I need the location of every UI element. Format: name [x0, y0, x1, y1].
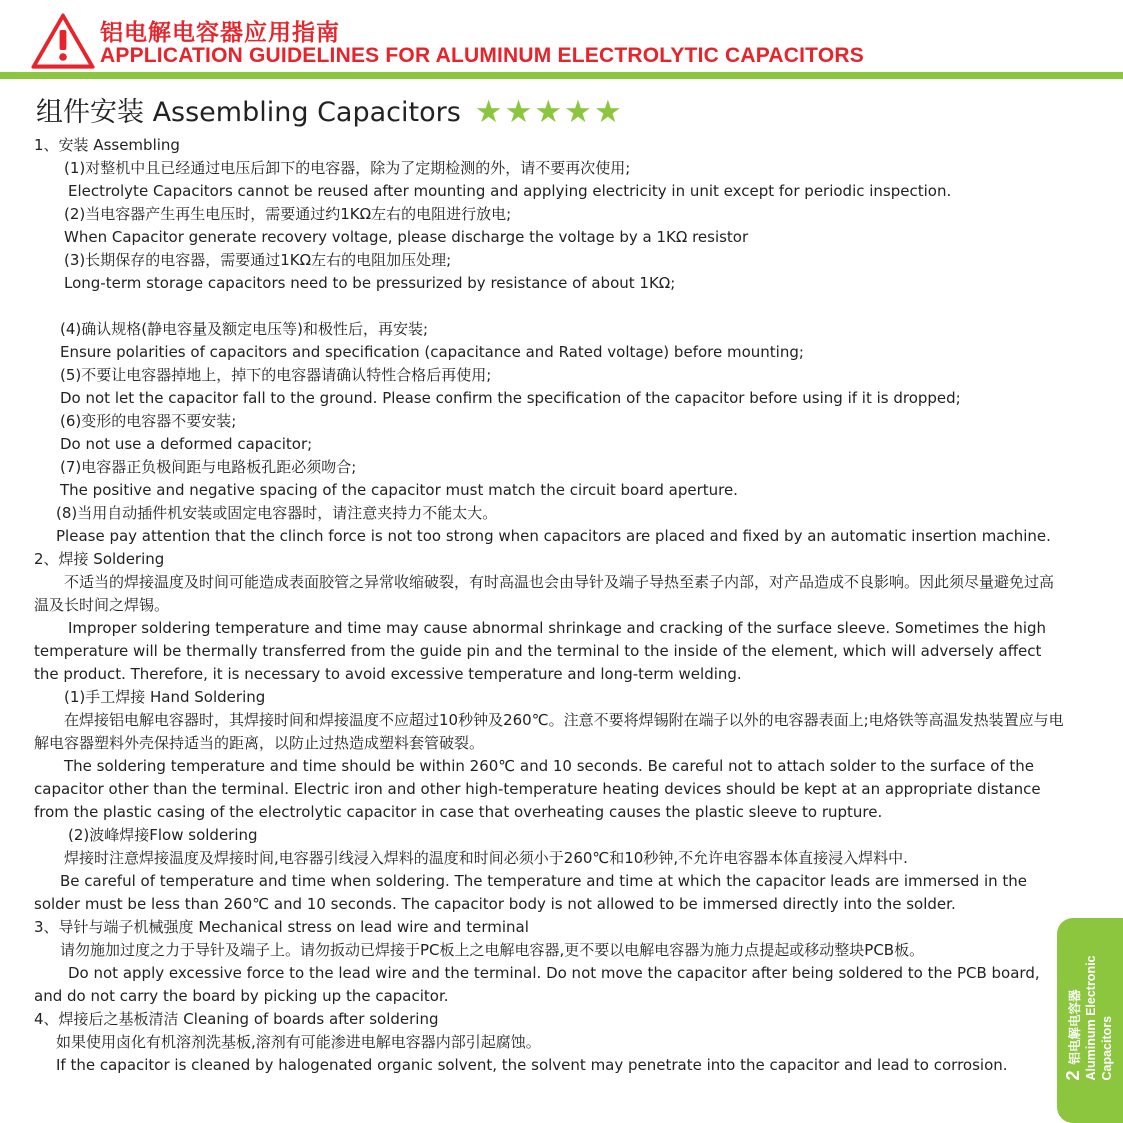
- paragraph: 请勿施加过度之力于导针及端子上。请勿扳动已焊接于PC板上之电解电容器,更不要以电解电容器为施力点提起或移动整块PCB板。: [60, 941, 925, 959]
- paragraph: Improper soldering temperature and time may cause abnormal shrinkage and cracking of the surface sleeve. Sometimes the high temperature will be thermally transferred from the guide pin and the terminal to the inside of the element, which will adversely affect the product. Therefore, it is necessary to avoid excessive temperature and long-term welding.: [34, 619, 1047, 683]
- list-item: Do not use a deformed capacitor;: [60, 435, 313, 453]
- side-tab-label-en-2: Capacitors: [1100, 1015, 1114, 1081]
- subheading-flow-soldering: (2)波峰焊接Flow soldering: [68, 826, 258, 844]
- subheading-hand-soldering: (1)手工焊接 Hand Soldering: [64, 688, 266, 706]
- paragraph: 不适当的焊接温度及时间可能造成表面胶管之异常收缩破裂，有时高温也会由导针及端子导热至素子内部，对产品造成不良影响。因此须尽量避免过高温及长时间之焊锡。: [34, 573, 1055, 614]
- list-item: When Capacitor generate recovery voltage, please discharge the voltage by a 1KΩ resistor: [64, 228, 749, 246]
- heading-mechanical-stress: 3、导针与端子机械强度 Mechanical stress on lead wire and terminal: [34, 918, 529, 936]
- side-tab-label-cn: 铝电解电容器: [1068, 989, 1082, 1065]
- paragraph: Be careful of temperature and time when soldering. The temperature and time at which the capacitor leads are immersed in the solder must be less than 260℃ and 10 seconds. The capacitor body is not allowed to be immersed directly into the solder.: [34, 872, 1028, 913]
- header-title-cn: 铝电解电容器应用指南: [100, 20, 340, 46]
- paragraph: If the capacitor is cleaned by halogenated organic solvent, the solvent may penetrate into the capacitor and lead to corrosion.: [56, 1056, 1008, 1074]
- header-title-en: APPLICATION GUIDELINES FOR ALUMINUM ELECTROLYTIC CAPACITORS: [100, 44, 864, 67]
- paragraph: 焊接时注意焊接温度及焊接时间,电容器引线浸入焊料的温度和时间必须小于260℃和10秒钟,不允许电容器本体直接浸入焊料中.: [64, 849, 908, 867]
- heading-assembling: 1、安装 Assembling: [34, 136, 180, 154]
- list-item: Please pay attention that the clinch force is not too strong when capacitors are placed and fixed by an automatic insertion machine.: [56, 527, 1051, 545]
- rating-stars: ★★★★★: [474, 94, 624, 130]
- heading-cleaning: 4、焊接后之基板清洁 Cleaning of boards after soldering: [34, 1010, 439, 1028]
- list-item: (6)变形的电容器不要安装;: [60, 412, 237, 430]
- list-item: Ensure polarities of capacitors and specification (capacitance and Rated voltage) before mounting;: [60, 343, 804, 361]
- list-item: Long-term storage capacitors need to be pressurized by resistance of about 1KΩ;: [64, 274, 676, 292]
- section-title: [36, 90, 624, 129]
- list-item: (8)当用自动插件机安装或固定电容器时，请注意夹持力不能太大。: [56, 504, 498, 522]
- list-item: Electrolyte Capacitors cannot be reused after mounting and applying electricity in unit except for periodic inspection.: [68, 182, 952, 200]
- list-item: (1)对整机中且已经通过电压后卸下的电容器，除为了定期检测的外，请不要再次使用;: [64, 159, 631, 177]
- list-item: (4)确认规格(静电容量及额定电压等)和极性后，再安装;: [60, 320, 429, 338]
- header-divider: [0, 72, 1123, 79]
- paragraph: 如果使用卤化有机溶剂洗基板,溶剂有可能渗进电解电容器内部引起腐蚀。: [56, 1033, 541, 1051]
- paragraph: Do not apply excessive force to the lead wire and the terminal. Do not move the capacitor after being soldered to the PCB board, and do not carry the board by picking up the capacitor.: [34, 964, 1040, 1005]
- list-item: The positive and negative spacing of the capacitor must match the circuit board aperture.: [60, 481, 738, 499]
- spacer: [34, 295, 1064, 318]
- list-item: (7)电容器正负极间距与电路板孔距必须吻合;: [60, 458, 357, 476]
- list-item: (3)长期保存的电容器，需要通过1KΩ左右的电阻加压处理;: [64, 251, 452, 269]
- warning-triangle-icon: [30, 12, 96, 70]
- page-header: [0, 0, 1123, 80]
- paragraph: The soldering temperature and time should be within 260℃ and 10 seconds. Be careful not to attach solder to the surface of the capacitor other than the terminal. Electric iron and other high-temperature heating devices should be kept at an appropriate distance from the plastic casing of the electrolytic capacitor in case that overheating causes the plastic sleeve to rupture.: [34, 757, 1041, 821]
- side-tab-label: [1057, 918, 1123, 1123]
- page-number: 2: [1063, 1070, 1083, 1081]
- paragraph: 在焊接铝电解电容器时，其焊接时间和焊接温度不应超过10秒钟及260℃。注意不要将焊锡附在端子以外的电容器表面上;电烙铁等高温发热装置应与电解电容器塑料外壳保持适当的距离，以防止过热造成塑料套管破裂。: [34, 711, 1064, 752]
- guidelines-body: [34, 134, 1064, 1077]
- heading-soldering: 2、焊接 Soldering: [34, 550, 165, 568]
- list-item: (5)不要让电容器掉地上，掉下的电容器请确认特性合格后再使用;: [60, 366, 492, 384]
- list-item: Do not let the capacitor fall to the ground. Please confirm the specification of the capacitor before using if it is dropped;: [60, 389, 961, 407]
- list-item: (2)当电容器产生再生电压时，需要通过约1KΩ左右的电阻进行放电;: [64, 205, 512, 223]
- section-title-text: 组件安装 Assembling Capacitors: [36, 97, 461, 128]
- side-tab-label-en-1: Aluminum Electronic: [1084, 955, 1098, 1081]
